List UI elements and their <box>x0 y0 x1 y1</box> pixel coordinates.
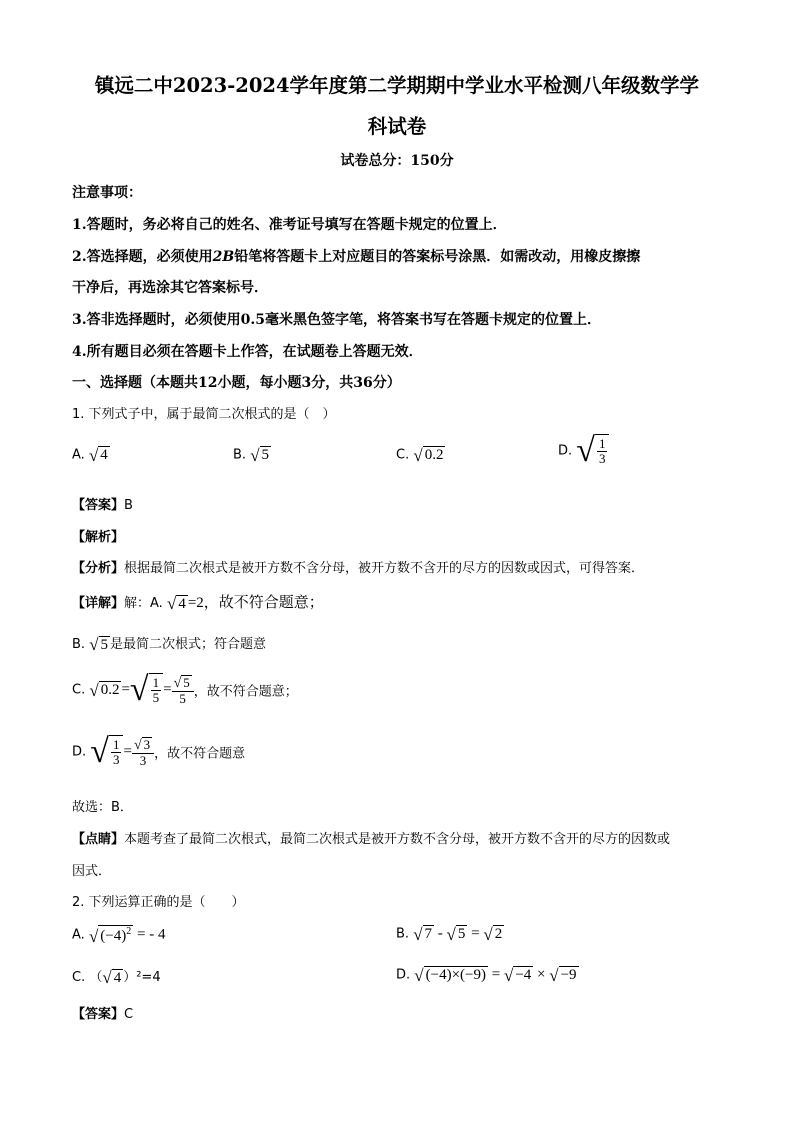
sqrt-symbol: √ 7 <box>413 924 433 944</box>
note-2-cont: 干净后，再选涂其它答案标号． <box>72 280 268 296</box>
note-3: 3.答非选择题时，必须使用0.5毫米黑色签字笔，将答案书写在答题卡规定的位置上． <box>72 312 601 328</box>
exponent: 2 <box>126 926 132 937</box>
radicand: (−4) <box>100 928 127 944</box>
detail-d-post: ，故不符合题意 <box>154 746 246 762</box>
q1-option-a-label: A. <box>72 447 85 463</box>
radicand: 0.2 <box>424 447 444 463</box>
sqrt-symbol: √ 0.2 <box>413 445 444 465</box>
detail-c-post: ，故不符合题意； <box>193 684 298 700</box>
q1-choice: 故选：B． <box>72 800 133 815</box>
fenxi-text: 根据最简二次根式是被开方数不含分母，被开方数不含开的尽方的因数或因式，可得答案． <box>124 561 645 576</box>
q1-option-c <box>396 446 445 464</box>
dianjing-tag: 【点睛】 <box>72 832 125 847</box>
detail-b-post: 是最简二次根式；符合题意 <box>110 637 267 652</box>
q2-stem: 2. 下列运算正确的是（ ） <box>72 895 245 910</box>
radicand: 2 <box>494 926 503 942</box>
fraction-numerator: 1 <box>598 436 606 452</box>
total-score: 试卷总分：150分 <box>340 153 454 169</box>
equals-sign: = <box>488 966 504 983</box>
note-1: 1.答题时，务必将自己的姓名、准考证号填写在答题卡规定的位置上． <box>72 217 507 233</box>
q1-fenxi <box>72 557 644 576</box>
fraction-numerator: 1 <box>112 737 120 753</box>
q1-option-a <box>72 446 110 464</box>
sqrt-symbol: √ $(-4)^2$ <box>88 926 132 946</box>
q1-detail-c <box>72 673 298 707</box>
q2-option-c <box>72 966 161 986</box>
q1-stem: 1. 下列式子中，属于最简二次根式的是（ ） <box>72 407 336 422</box>
radicand: −9 <box>560 967 577 983</box>
q2-option-a-result: = - 4 <box>133 926 166 943</box>
q2-option-a-label: A. <box>72 927 85 943</box>
exam-title-line1: 镇远二中2023-2024学年度第二学期期中学业水平检测八年级数学学 <box>94 74 700 97</box>
fraction <box>172 675 194 705</box>
q1-detail-b <box>72 633 266 653</box>
fraction-denominator: 3 <box>139 752 147 768</box>
sqrt-symbol: √ −9 <box>549 965 577 985</box>
answer-tag: 【答案】 <box>72 1007 125 1022</box>
fraction <box>132 737 154 767</box>
sqrt-symbol: √ 5 <box>446 924 466 944</box>
fraction-numerator: 1 <box>152 675 160 691</box>
note-2-part-a: 2.答选择题，必须使用 <box>72 249 213 265</box>
q2-option-c-label: C. <box>72 970 86 985</box>
q1-dianjing <box>72 828 670 847</box>
radicand: 5 <box>261 447 270 463</box>
sqrt-symbol: √ 0.2 <box>89 680 120 700</box>
radicand: 4 <box>100 447 108 463</box>
radicand: −4 <box>515 967 532 983</box>
detail-c-pre: C. <box>72 682 86 698</box>
dianjing-text: 本题考查了最简二次根式，最简二次根式是被开方数不含分母，被开方数不含开的尽方的因数或 <box>124 832 671 847</box>
q1-option-c-label: C. <box>396 447 410 463</box>
note-2-part-c: 铅笔将答题卡上对应题目的答案标号涂黑．如需改动，用橡皮擦擦 <box>234 249 641 265</box>
fraction-denominator: 5 <box>179 690 186 706</box>
q1-option-b-label: B. <box>233 447 247 463</box>
sqrt-symbol: √ 4 <box>88 445 108 465</box>
detail-a-post: =2，故不符合题意； <box>187 595 324 611</box>
xiangjie-tag: 【详解】 <box>72 596 125 611</box>
minus-sign: - <box>434 925 447 942</box>
q2-answer <box>72 1003 133 1022</box>
notes-heading: 注意事项： <box>72 185 142 201</box>
sqrt-symbol: √ 5 <box>173 675 190 691</box>
radicand: 4 <box>113 969 122 986</box>
radicand: 5 <box>183 675 190 691</box>
detail-a-pre: 解：A. <box>124 596 163 611</box>
open-paren: （ <box>89 970 103 985</box>
sqrt-symbol: √ 5 <box>250 445 270 465</box>
sqrt-symbol: √ $\frac{1}{3}$ <box>90 735 123 769</box>
answer-value: C <box>124 1007 134 1022</box>
fraction-denominator: 3 <box>598 451 606 466</box>
radicand: (−4)×(−9) <box>425 967 486 983</box>
times-sign: × <box>533 966 550 983</box>
note-2 <box>72 246 640 266</box>
detail-d-pre: D. <box>72 744 87 760</box>
q1-dianjing-cont: 因式． <box>72 864 112 879</box>
sqrt-symbol: √ (−4)×(−9) <box>414 965 486 985</box>
radicand: 5 <box>100 636 109 653</box>
exam-title-line2: 科试卷 <box>367 115 427 138</box>
sqrt-symbol: √ 4 <box>166 594 186 614</box>
fraction-denominator: 3 <box>112 752 120 767</box>
equals-sign: = <box>467 925 484 942</box>
radicand: 5 <box>457 926 466 942</box>
q1-detail-d <box>72 735 245 769</box>
fraction-denominator: 5 <box>152 690 160 705</box>
q2-option-b <box>396 925 504 943</box>
q1-detail-a <box>72 591 324 612</box>
q1-answer <box>72 494 133 513</box>
equals-sign: = <box>121 681 130 698</box>
q1-option-b <box>233 446 271 464</box>
radicand: 0.2 <box>100 682 120 699</box>
q1-analysis-tag: 【解析】 <box>72 530 125 545</box>
note-4: 4.所有题目必须在答题卡上作答，在试题卷上答题无效． <box>72 344 423 360</box>
sqrt-symbol: √ 5 <box>89 635 109 655</box>
equals-sign: = <box>163 681 172 698</box>
note-2-pencil: 2B <box>212 249 235 265</box>
q1-option-d-label: D. <box>558 443 573 459</box>
q2-option-a <box>72 925 165 945</box>
radicand: 3 <box>143 737 151 753</box>
sqrt-symbol: √ $\frac{1}{3}$ <box>576 434 609 468</box>
q2-option-b-label: B. <box>396 926 410 942</box>
answer-tag: 【答案】 <box>72 498 125 513</box>
detail-b-pre: B. <box>72 637 86 652</box>
section-1-heading: 一、选择题（本题共12小题，每小题3分，共36分） <box>72 375 401 391</box>
radicand: 4 <box>178 595 186 612</box>
sqrt-symbol: √ 3 <box>133 737 151 753</box>
fenxi-tag: 【分析】 <box>72 561 125 576</box>
equals-sign: = <box>123 743 132 760</box>
q2-option-d-label: D. <box>396 967 411 983</box>
radicand: 7 <box>424 926 433 942</box>
sqrt-symbol: √ 4 <box>102 968 122 988</box>
q2-option-d <box>396 966 579 984</box>
q1-option-d <box>558 434 609 468</box>
sqrt-symbol: √ −4 <box>503 965 532 985</box>
sqrt-symbol: √ 2 <box>483 924 503 944</box>
answer-value: B <box>124 498 133 513</box>
sqrt-symbol: √ $\frac{1}{5}$ <box>130 673 163 707</box>
q2-option-c-result: ）²=4 <box>123 970 161 985</box>
